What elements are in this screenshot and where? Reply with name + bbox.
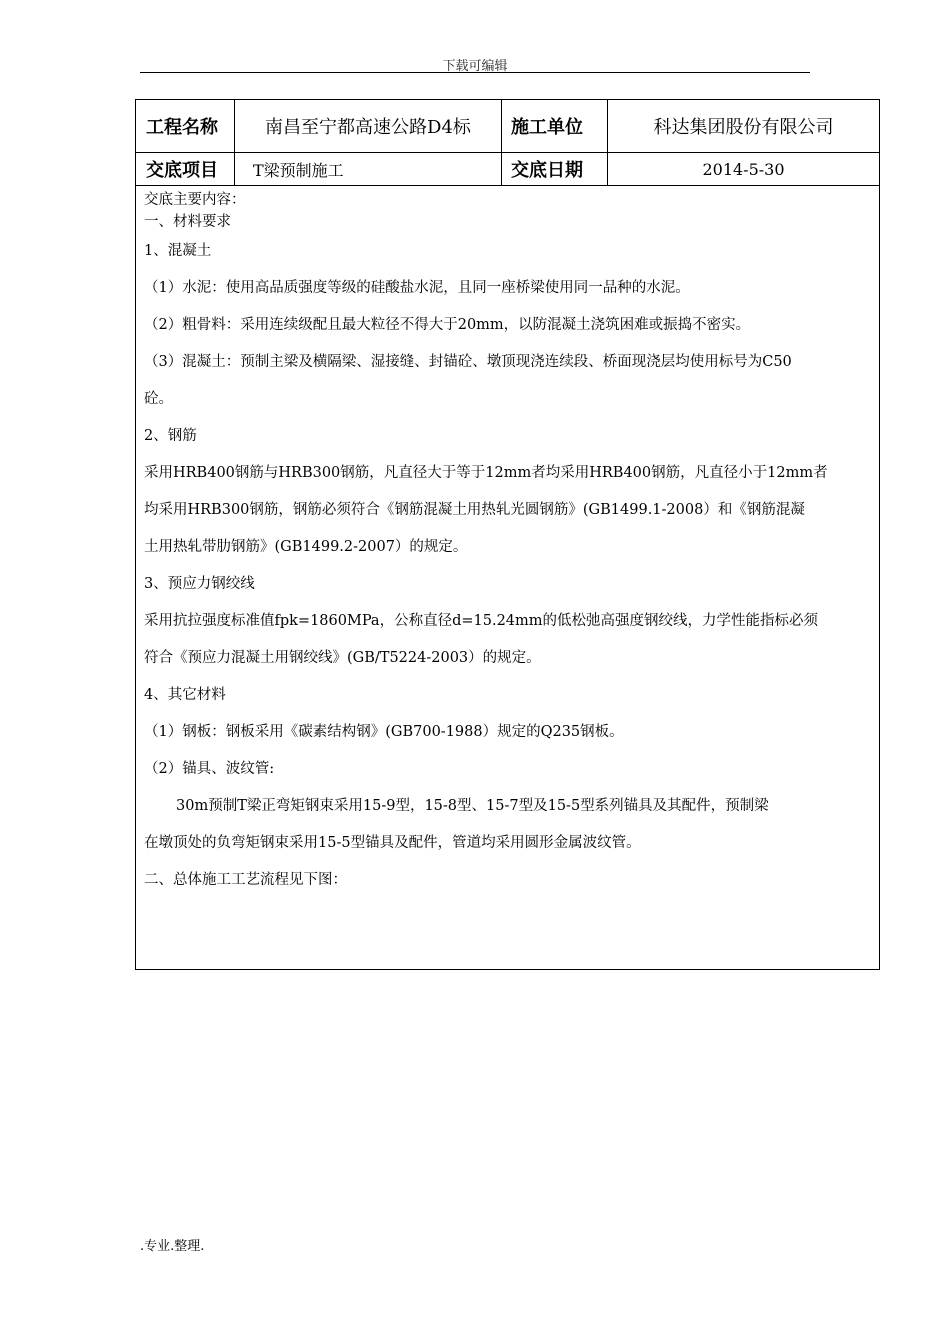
rebar-line1: 采用HRB400钢筋与HRB300钢筋，凡直径大于等于12mm者均采用HRB400钢筋，凡直径小于12mm者 [144, 465, 828, 481]
rebar-line2: 均采用HRB300钢筋，钢筋必须符合《钢筋混凝土用热轧光圆钢筋》(GB1499.1-2008）和《钢筋混凝 [144, 502, 805, 518]
label-disclosure-item: 交底项目 [136, 153, 235, 185]
anchor-line1: 30m预制T梁正弯矩钢束采用15-9型，15-8型、15-7型及15-5型系列锚具及其配件，预制梁 [176, 798, 769, 814]
label-disclosure-date: 交底日期 [502, 153, 608, 185]
strand-line2: 符合《预应力混凝土用钢绞线》(GB/T5224-2003）的规定。 [144, 650, 541, 666]
other-anchor-title: （2）锚具、波纹管: [144, 761, 275, 777]
page-header: 下载可编辑 [442, 59, 508, 74]
subsection-concrete-title: 1、混凝土 [144, 243, 212, 259]
anchor-line2: 在墩顶处的负弯矩钢束采用15-5型锚具及配件，管道均采用圆形金属波纹管。 [144, 835, 641, 851]
concrete-aggregate: （2）粗骨料：采用连续级配且最大粒径不得大于20mm，以防混凝土浇筑困难或振捣不密实。 [144, 317, 751, 333]
disclosure-item-value: T梁预制施工 [235, 153, 502, 185]
construction-unit-value: 科达集团股份有限公司 [653, 117, 834, 138]
table-row-project [136, 100, 879, 153]
header-divider [140, 72, 810, 73]
subsection-strand-title: 3、预应力钢绞线 [144, 576, 255, 592]
subsection-other-title: 4、其它材料 [144, 687, 226, 703]
disclosure-table [135, 99, 880, 970]
disclosure-date-value: 2014-5-30 [702, 159, 785, 179]
page-footer: .专业.整理. [140, 1239, 205, 1254]
label-project-name: 工程名称 [136, 100, 235, 152]
strand-line1: 采用抗拉强度标准值fpk=1860MPa，公称直径d=15.24mm的低松弛高强度钢绞线，力学性能指标必须 [144, 613, 819, 629]
concrete-grade-line1: （3）混凝土：预制主梁及横隔梁、湿接缝、封锚砼、墩顶现浇连续段、桥面现浇层均使用标号为C50 [144, 354, 792, 370]
section-1-title: 一、材料要求 [144, 214, 231, 230]
subsection-rebar-title: 2、钢筋 [144, 428, 197, 444]
project-name-value: 南昌至宁都高速公路D4标 [235, 100, 502, 152]
table-row-item [136, 153, 879, 186]
label-construction-unit: 施工单位 [502, 100, 608, 152]
other-steel-plate: （1）钢板：钢板采用《碳素结构钢》(GB700-1988）规定的Q235钢板。 [144, 724, 624, 740]
concrete-cement: （1）水泥：使用高品质强度等级的硅酸盐水泥，且同一座桥梁使用同一品种的水泥。 [144, 280, 690, 296]
rebar-line3: 土用热轧带肋钢筋》(GB1499.2-2007）的规定。 [144, 539, 468, 555]
section-2-title: 二、总体施工工艺流程见下图： [144, 872, 347, 888]
concrete-grade-line2: 砼。 [144, 391, 173, 407]
disclosure-content [136, 187, 879, 899]
content-intro: 交底主要内容： [144, 192, 246, 208]
